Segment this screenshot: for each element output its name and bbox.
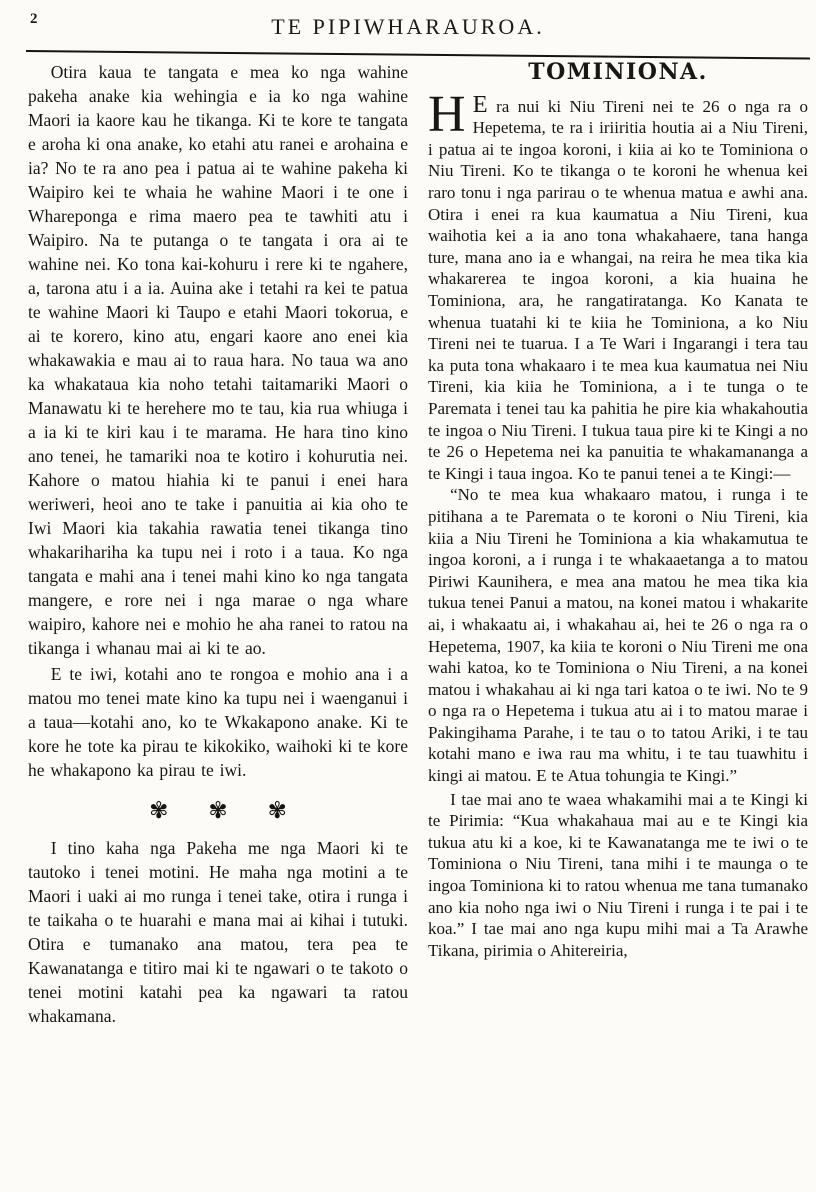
right-paragraph-1-text: E ra nui ki Niu Tireni nei te 26 o nga ra o Hepetema, te ra i iriiritia houtia ai a Niu Tireni, i patua ai te ingoa koroni, i kiia ai ko te Tominiona o Niu Tireni. Ko te tikanga o te koroni he whenua kei raro tonu i nga parirau o te whenua matua e awhi ana. Otira i enei ra kua kaumatua a Niu Tireni, kua waihotia kei a ia ano tona whakahaere, tana hanga ture, mana ano ia e whangai, na reira he mea tika kia whakarerea te ingoa koroni, a kia huaina he Tominiona, ara, he rangatiratanga. Ko Kanata te whenua tuatahi ki te kiia he Tominiona, a ko Niu Tireni nei te tuarua. I a Te Wari i Ingarangi i tera tau ka puta tona whakaaro i te mea kua kaumatua nei Niu Tireni, kia kiia he Tominiona, a i te tunga o te Paremata i tenei tau ka pahitia he pire kia whakahoutia te ingoa o Niu Tireni. I tukua taua pire ki te Kingi a no te 26 o Hepetema nei ka panuitia te whakamananga a te Kingi i taua ingoa. Ko te panui tenei a te Kingi:—	[428, 90, 808, 483]
royal-proclamation-quote: “No te mea kua whakaaro matou, i runga i te pitihana a te Paremata o te koroni o Niu Tireni, kia kiia a Niu Tireni he Tominiona a kia whakamutua te ingoa koroni, a i runga i te whakaaetanga a to matou Piriwi Kaunihera, e mea ana matou he mea tika kia tukua tenei Panui a matou, na konei matou i whakarite ai, i whakaatu ai, i whakahau ai, hei te 26 o nga ra o Hepetema, 1907, ka kiia te koroni o Niu Tireni me ona wahi katoa, ko te Tominiona o Niu Tireni, a na konei matou i whakahau ai ki nga tari katoa o te iwi. No te 9 o nga ra o Hepetema i tukua atu ai i to matou marae i Pakingihama Parahe, i te tau o to tatou Ariki, i te tau kotahi mano e iwa rau ma whitu, i te tau tuawhitu i kingi ai matou. E te Atua tohungia te Kingi.”	[428, 485, 808, 786]
left-paragraph-2: E te iwi, kotahi ano te rongoa e mohio ana i a matou mo tenei mate kino ka tupu nei i waenganui i a taua—kotahi ano, ko te Wkakapono anake. Ki te kore he tote ka pirau te kikokiko, waihoki ki te kore he whakapono ka pirau te iwi.	[28, 664, 408, 780]
article-columns	[28, 60, 808, 1190]
right-column	[428, 60, 808, 1190]
right-paragraph-2: I tae mai ano te waea whakamihi mai a te Kingi ki te Pirimia: “Kua whakahaua mai au e te Kingi kia tukua atu ki a koe, ki te Kawanatanga me te iwi o te Tominiona o Niu Tireni, tana mihi i te maunga o te ingoa Tominiona ki to ratou whenua me tana tumanako ano kia noho nga iwi o Niu Tireni i runga i te pai i te koa.” I tae mai ano nga kupu mihi mai a Ta Arawhe Tikana, pirimia o Ahitereiria,	[428, 789, 808, 960]
right-paragraph-1	[428, 85, 808, 485]
article-headline: TOMINIONA.	[528, 59, 708, 85]
left-paragraph-1: Otira kaua te tangata e mea ko nga wahine pakeha anake kia wehingia e ia ko nga wahine Maori ia kaore kau he tikanga. Ki te kore te tangata e aroha ki ona anake, ko etahi atu ranei e arohaina e ia? No te ra ano pea i patua ai te wahine pakeha ki Waipiro kei te whaia he wahine Maori i te one i Whareponga e rima maero pea te tawhiti atu i Waipiro. Na te putanga o te tangata i ora ai te wahine nei. Ko tona kai-kohuru i rere ki te ngahere, a, tarona atu i a ia. Auina ake i tetahi ra kei te patua te wahine Maori ki Taupo e etahi Maori tokorua, e ai te korero, kino atu, engari kaore ano enei kia whakawakia e mau ai to raua hara. No taua wa ano ka whakataua kia noho tetahi taitamariki Maori o Manawatu ki te herehere mo te tau, kia rua whiuga i a ia ki te kiri kau i te marama. He hara tino kino ano tenei, he tamariki noa te kotiro i kohurutia nei. Kahore o matou hiahia ki te panui i enei hara weriweri, heoi ano te take i panuitia ai kia oho te Iwi Maori kia takahia rawatia tenei tikanga tino whakarihariha ka tupu nei i roto i a taua. Ko nga tangata e mahi ana i tenei mahi kino ko nga tangata mangere, e rore nei i nga marae o nga whare waipiro, kahore nei e mohio he aha ranei to ratou na tikanga i whanau mai ai ki te ao.	[28, 62, 408, 658]
section-break-ornaments	[28, 798, 408, 824]
left-paragraph-3: I tino kaha nga Pakeha me nga Maori ki te tautoko i tenei motini. He maha nga motini a te Maori i uaki ai mo runga i tenei take, otira i runga i te taikaha o te huarahi e mana mai ai kihai i tutuki. Otira e tumanako ana matou, tera pea te Kawanatanga e titiro mai ki te ngawari o te takoto o tenei motini katahi pea ka ngawari ta ratou whakamana.	[28, 838, 408, 1026]
masthead-title: TE PIPIWHARAUROA.	[271, 14, 545, 39]
left-column	[28, 60, 408, 1190]
drop-cap-letter: H	[428, 85, 466, 143]
flower-ornament-icon: ✾	[267, 798, 287, 824]
flower-ornament-icon: ✾	[149, 798, 169, 824]
page-number: 2	[30, 11, 38, 27]
flower-ornament-icon: ✾	[208, 798, 228, 824]
